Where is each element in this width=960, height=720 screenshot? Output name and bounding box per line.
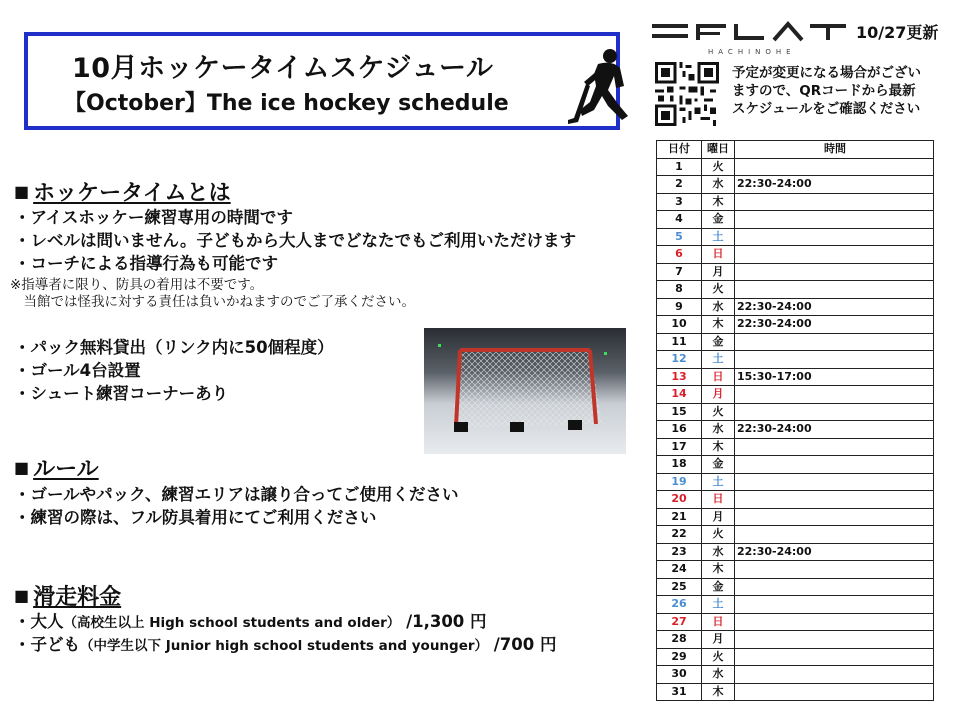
weekday-cell: 日 xyxy=(702,613,735,631)
table-row xyxy=(657,176,934,194)
date-cell: 7 xyxy=(657,263,702,281)
time-cell xyxy=(735,228,934,246)
weekday-cell: 火 xyxy=(702,403,735,421)
date-cell: 27 xyxy=(657,613,702,631)
square-mark: ■ xyxy=(14,586,30,605)
title-box xyxy=(24,32,620,130)
weekday-cell: 水 xyxy=(702,421,735,439)
weekday-cell: 木 xyxy=(702,438,735,456)
time-cell: 22:30-24:00 xyxy=(735,543,934,561)
time-cell xyxy=(735,491,934,509)
table-row xyxy=(657,561,934,579)
about-heading-text: ホッケータイムとは xyxy=(33,181,231,206)
table-row xyxy=(657,456,934,474)
table-row xyxy=(657,158,934,176)
time-cell: 22:30-24:00 xyxy=(735,316,934,334)
square-mark: ■ xyxy=(14,458,30,477)
weekday-cell: 水 xyxy=(702,176,735,194)
date-cell: 12 xyxy=(657,351,702,369)
weekday-cell: 木 xyxy=(702,561,735,579)
fee-adult-detail: （高校生以上 High school students and older） xyxy=(63,615,401,631)
time-cell xyxy=(735,386,934,404)
weekday-cell: 日 xyxy=(702,368,735,386)
fee-adult-label: ・大人 xyxy=(14,612,64,631)
date-cell: 5 xyxy=(657,228,702,246)
date-cell: 20 xyxy=(657,491,702,509)
page-subtitle: 【October】The ice hockey schedule xyxy=(64,91,509,116)
time-cell xyxy=(735,578,934,596)
header-time: 時間 xyxy=(735,141,934,159)
date-cell: 14 xyxy=(657,386,702,404)
time-cell: 22:30-24:00 xyxy=(735,176,934,194)
time-cell xyxy=(735,561,934,579)
time-cell xyxy=(735,263,934,281)
time-cell xyxy=(735,158,934,176)
date-cell: 10 xyxy=(657,316,702,334)
date-cell: 8 xyxy=(657,281,702,299)
update-date: 10/27更新 xyxy=(856,23,939,42)
time-cell xyxy=(735,613,934,631)
weekday-cell: 月 xyxy=(702,263,735,281)
weekday-cell: 火 xyxy=(702,648,735,666)
date-cell: 1 xyxy=(657,158,702,176)
weekday-cell: 火 xyxy=(702,526,735,544)
table-header-row xyxy=(657,141,934,159)
weekday-cell: 水 xyxy=(702,666,735,684)
weekday-cell: 金 xyxy=(702,578,735,596)
hockey-player-icon xyxy=(568,46,642,126)
date-cell: 16 xyxy=(657,421,702,439)
weekday-cell: 土 xyxy=(702,351,735,369)
date-cell: 4 xyxy=(657,211,702,229)
notice-line: 予定が変更になる場合がござい xyxy=(732,65,921,81)
date-cell: 9 xyxy=(657,298,702,316)
date-cell: 2 xyxy=(657,176,702,194)
feature-line: ・シュート練習コーナーあり xyxy=(14,384,229,403)
about-line: ・コーチによる指導行為も可能です xyxy=(14,254,278,273)
svg-text:HACHINOHE: HACHINOHE xyxy=(708,48,796,56)
table-row xyxy=(657,578,934,596)
fee-child xyxy=(14,633,557,658)
notice-line: ますので、QRコードから最新 xyxy=(732,83,916,99)
date-cell: 13 xyxy=(657,368,702,386)
weekday-cell: 月 xyxy=(702,386,735,404)
table-row xyxy=(657,648,934,666)
date-cell: 24 xyxy=(657,561,702,579)
time-cell xyxy=(735,666,934,684)
date-cell: 30 xyxy=(657,666,702,684)
fees-heading-text: 滑走料金 xyxy=(33,585,122,610)
time-cell xyxy=(735,438,934,456)
fees-heading xyxy=(14,580,121,611)
date-cell: 28 xyxy=(657,631,702,649)
time-cell xyxy=(735,403,934,421)
table-row xyxy=(657,333,934,351)
time-cell xyxy=(735,246,934,264)
weekday-cell: 火 xyxy=(702,281,735,299)
rules-heading xyxy=(14,452,99,483)
table-row xyxy=(657,263,934,281)
date-cell: 15 xyxy=(657,403,702,421)
date-cell: 26 xyxy=(657,596,702,614)
header-date: 日付 xyxy=(657,141,702,159)
weekday-cell: 土 xyxy=(702,228,735,246)
header-weekday: 曜日 xyxy=(702,141,735,159)
weekday-cell: 水 xyxy=(702,298,735,316)
table-row xyxy=(657,211,934,229)
table-row xyxy=(657,543,934,561)
weekday-cell: 金 xyxy=(702,456,735,474)
notice-text xyxy=(732,64,952,118)
date-cell: 31 xyxy=(657,683,702,701)
date-cell: 19 xyxy=(657,473,702,491)
time-cell: 15:30-17:00 xyxy=(735,368,934,386)
table-row xyxy=(657,596,934,614)
qr-code-icon[interactable] xyxy=(655,62,719,126)
about-note: ※指導者に限り、防具の着用は不要です。 xyxy=(10,277,264,293)
rules-heading-text: ルール xyxy=(33,457,99,482)
table-row xyxy=(657,666,934,684)
weekday-cell: 金 xyxy=(702,333,735,351)
weekday-cell: 金 xyxy=(702,211,735,229)
date-cell: 17 xyxy=(657,438,702,456)
weekday-cell: 土 xyxy=(702,596,735,614)
weekday-cell: 火 xyxy=(702,158,735,176)
feature-line: ・パック無料貸出（リンク内に50個程度） xyxy=(14,338,334,357)
time-cell xyxy=(735,596,934,614)
rules-line: ・ゴールやパック、練習エリアは譲り合ってご使用ください xyxy=(14,485,459,504)
time-cell xyxy=(735,631,934,649)
time-cell xyxy=(735,508,934,526)
table-row xyxy=(657,508,934,526)
date-cell: 25 xyxy=(657,578,702,596)
about-line: ・レベルは問いません。子どもから大人までどなたでもご利用いただけます xyxy=(14,231,576,250)
table-row xyxy=(657,368,934,386)
table-row xyxy=(657,526,934,544)
weekday-cell: 木 xyxy=(702,316,735,334)
table-row xyxy=(657,351,934,369)
table-row xyxy=(657,683,934,701)
table-row xyxy=(657,631,934,649)
table-row xyxy=(657,491,934,509)
hockey-goal-photo xyxy=(424,328,626,454)
notice-line: スケジュールをご確認ください xyxy=(732,101,921,117)
date-cell: 23 xyxy=(657,543,702,561)
time-cell xyxy=(735,333,934,351)
fee-child-price: /700 円 xyxy=(493,635,557,654)
time-cell xyxy=(735,473,934,491)
fee-child-label: ・子ども xyxy=(14,635,80,654)
time-cell: 22:30-24:00 xyxy=(735,298,934,316)
table-row xyxy=(657,298,934,316)
weekday-cell: 水 xyxy=(702,543,735,561)
table-row xyxy=(657,386,934,404)
time-cell xyxy=(735,281,934,299)
date-cell: 3 xyxy=(657,193,702,211)
fee-adult xyxy=(14,610,487,635)
flat-logo xyxy=(652,20,852,60)
date-cell: 6 xyxy=(657,246,702,264)
square-mark: ■ xyxy=(14,182,30,201)
table-row xyxy=(657,228,934,246)
date-cell: 11 xyxy=(657,333,702,351)
table-row xyxy=(657,438,934,456)
time-cell xyxy=(735,648,934,666)
weekday-cell: 土 xyxy=(702,473,735,491)
about-note: 当館では怪我に対する責任は負いかねますのでご了承ください。 xyxy=(10,294,415,310)
time-cell xyxy=(735,683,934,701)
table-row xyxy=(657,421,934,439)
table-row xyxy=(657,403,934,421)
table-row xyxy=(657,613,934,631)
page-title: 10月ホッケータイムスケジュール xyxy=(72,53,494,84)
table-row xyxy=(657,316,934,334)
date-cell: 29 xyxy=(657,648,702,666)
table-row xyxy=(657,281,934,299)
time-cell xyxy=(735,211,934,229)
time-cell xyxy=(735,456,934,474)
fee-adult-price: /1,300 円 xyxy=(406,612,487,631)
table-row xyxy=(657,193,934,211)
weekday-cell: 月 xyxy=(702,631,735,649)
date-cell: 21 xyxy=(657,508,702,526)
weekday-cell: 木 xyxy=(702,193,735,211)
feature-line: ・ゴール4台設置 xyxy=(14,361,141,380)
table-row xyxy=(657,473,934,491)
weekday-cell: 木 xyxy=(702,683,735,701)
weekday-cell: 日 xyxy=(702,491,735,509)
weekday-cell: 月 xyxy=(702,508,735,526)
about-heading xyxy=(14,176,231,207)
fee-child-detail: （中学生以下 Junior high school students and younger） xyxy=(80,638,489,654)
date-cell: 18 xyxy=(657,456,702,474)
time-cell: 22:30-24:00 xyxy=(735,421,934,439)
about-line: ・アイスホッケー練習専用の時間です xyxy=(14,208,293,227)
time-cell xyxy=(735,351,934,369)
time-cell xyxy=(735,193,934,211)
schedule-table xyxy=(656,140,934,701)
weekday-cell: 日 xyxy=(702,246,735,264)
rules-line: ・練習の際は、フル防具着用にてご利用ください xyxy=(14,508,377,527)
table-row xyxy=(657,246,934,264)
time-cell xyxy=(735,526,934,544)
date-cell: 22 xyxy=(657,526,702,544)
